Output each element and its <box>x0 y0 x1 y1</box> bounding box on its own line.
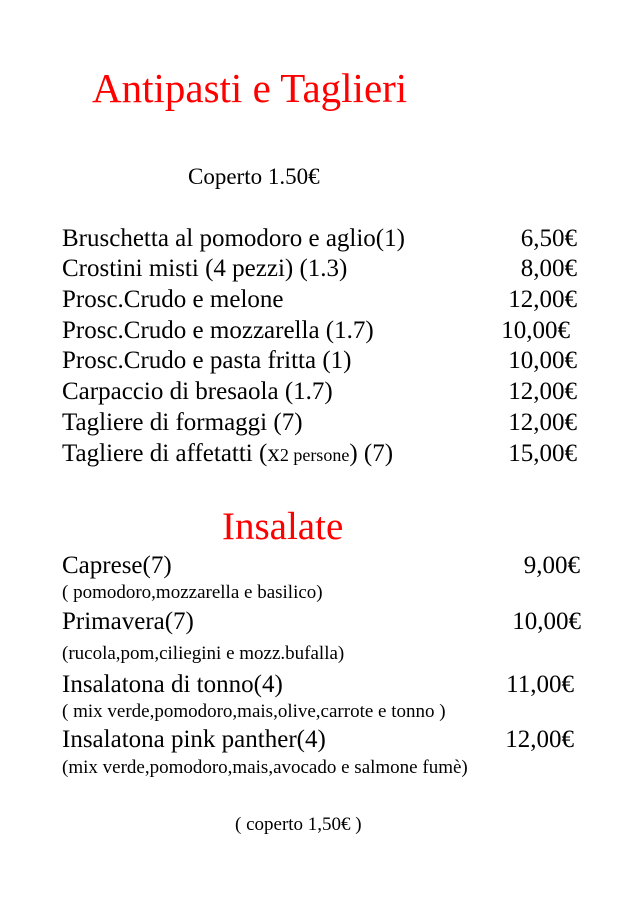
menu-item-name: Crostini misti (4 pezzi) (1.3) <box>62 255 348 282</box>
menu-item-name: Prosc.Crudo e pasta fritta (1) <box>62 347 352 374</box>
menu-item-price: 12,00€ <box>508 378 577 405</box>
insalate-title: Insalate <box>222 505 344 548</box>
menu-item-name: Caprese(7) <box>62 552 172 579</box>
menu-item-price: 12,00€ <box>508 286 577 313</box>
menu-item-price: 9,00€ <box>523 552 580 579</box>
name-part: ) (7) <box>349 440 394 467</box>
menu-item-name: Tagliere di formaggi (7) <box>62 409 303 436</box>
menu-item-name: Prosc.Crudo e melone <box>62 286 284 313</box>
menu-item-description: ( pomodoro,mozzarella e basilico) <box>62 582 323 603</box>
menu-item-description: (mix verde,pomodoro,mais,avocado e salmone fumè) <box>62 757 468 778</box>
menu-item-price: 10,00€ <box>501 317 570 344</box>
menu-item-name: Prosc.Crudo e mozzarella (1.7) <box>62 317 374 344</box>
coperto-note: Coperto 1.50€ <box>188 164 320 189</box>
menu-item-description: (rucola,pom,ciliegini e mozz.bufalla) <box>62 643 345 664</box>
menu-item-price: 11,00€ <box>506 671 574 698</box>
antipasti-title: Antipasti e Taglieri <box>92 65 408 111</box>
menu-item-price: 8,00€ <box>520 255 577 282</box>
menu-item-name: Insalatona di tonno(4) <box>62 671 283 698</box>
menu-item-name <box>62 441 393 466</box>
name-part-small: 2 persone <box>279 445 350 465</box>
menu-item-price: 15,00€ <box>508 440 577 467</box>
coperto-footer: ( coperto 1,50€ ) <box>235 814 362 835</box>
menu-item-price: 6,50€ <box>520 225 577 252</box>
menu-item-name: Bruschetta al pomodoro e aglio(1) <box>62 225 405 252</box>
menu-item-name: Primavera(7) <box>62 608 194 635</box>
menu-item-price: 10,00€ <box>512 608 581 635</box>
name-part: Tagliere di affetatti (x <box>62 440 280 467</box>
menu-item-description: ( mix verde,pomodoro,mais,olive,carrote e tonno ) <box>62 701 446 722</box>
menu-item-name: Insalatona pink panther(4) <box>62 726 326 753</box>
menu-item-price: 12,00€ <box>508 409 577 436</box>
menu-item-price: 12,00€ <box>505 726 574 753</box>
menu-item-price: 10,00€ <box>508 347 577 374</box>
menu-item-name: Carpaccio di bresaola (1.7) <box>62 378 333 405</box>
